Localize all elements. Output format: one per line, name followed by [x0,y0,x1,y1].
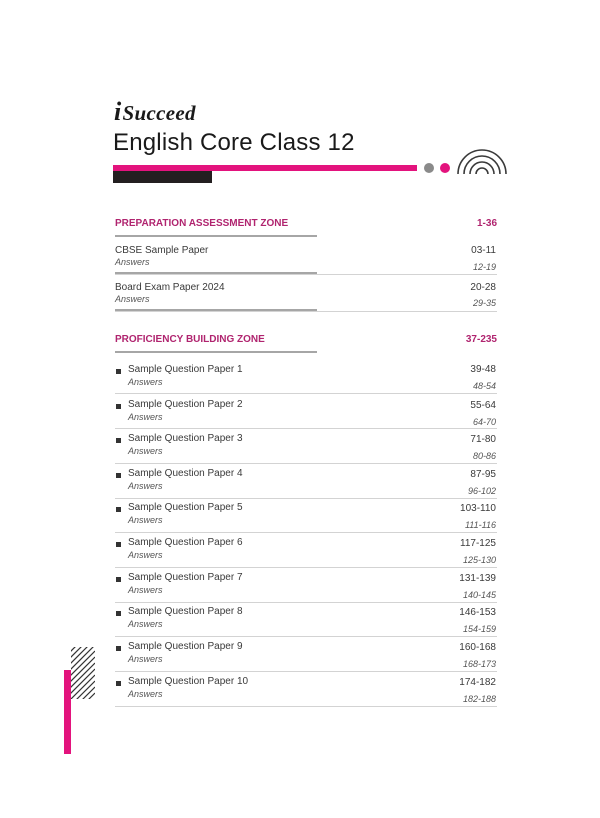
paper-answers-pages: 182-188 [462,694,496,704]
paper-answers-pages: 64-70 [472,417,496,427]
entry-title: CBSE Sample Paper [115,245,209,256]
paper-title: Sample Question Paper 3 [128,433,243,444]
paper-title: Sample Question Paper 2 [128,399,243,410]
paper-answers-pages: 48-54 [472,381,496,391]
paper-answers-pages: 140-145 [462,590,496,600]
paper-answers-label: Answers [128,550,163,560]
row-divider [115,428,497,429]
paper-answers-label: Answers [128,446,163,456]
bullet-icon [116,473,121,478]
paper-answers-pages: 168-173 [462,659,496,669]
entry-answers-label: Answers [115,294,150,304]
paper-answers-pages: 125-130 [462,555,496,565]
paper-answers-label: Answers [128,585,163,595]
zone-divider [115,235,317,237]
zone-divider [115,351,317,353]
pink-side-bar [64,670,71,754]
paper-title: Sample Question Paper 9 [128,641,243,652]
paper-pages: 87-95 [470,469,496,480]
pink-dot-icon [440,163,450,173]
paper-answers-pages: 111-116 [464,520,496,530]
bullet-icon [116,646,121,651]
paper-answers-pages: 80-86 [472,451,496,461]
paper-pages: 174-182 [459,677,496,688]
paper-title: Sample Question Paper 10 [128,676,249,687]
hatch-pattern-icon [71,647,95,699]
bullet-icon [116,438,121,443]
paper-title: Sample Question Paper 7 [128,572,243,583]
paper-title: Sample Question Paper 1 [128,364,243,375]
paper-title: Sample Question Paper 5 [128,502,243,513]
bullet-icon [116,404,121,409]
paper-pages: 103-110 [460,503,496,514]
paper-answers-label: Answers [128,412,163,422]
row-divider [115,636,497,637]
row-divider [115,498,497,499]
concentric-arcs-icon [456,146,508,176]
row-divider [115,706,497,707]
brand-initial: i [114,97,122,126]
paper-answers-label: Answers [128,481,163,491]
entry-divider-thin [115,311,497,312]
paper-pages: 131-139 [459,573,496,584]
bullet-icon [116,611,121,616]
paper-answers-label: Answers [128,515,163,525]
zone-pages: 37-235 [465,334,497,345]
bullet-icon [116,577,121,582]
paper-pages: 117-125 [460,538,496,549]
paper-pages: 146-153 [459,607,496,618]
entry-answers-pages: 29-35 [472,298,496,308]
entry-answers-pages: 12-19 [472,262,496,272]
row-divider [115,532,497,533]
paper-title: Sample Question Paper 8 [128,606,243,617]
paper-pages: 160-168 [459,642,496,653]
brand-logo [114,97,196,127]
paper-answers-label: Answers [128,654,163,664]
paper-title: Sample Question Paper 6 [128,537,243,548]
zone-name: PROFICIENCY BUILDING ZONE [115,334,265,345]
entry-pages: 03-11 [471,245,496,256]
zone-heading-preparation [115,218,497,229]
row-divider [115,463,497,464]
row-divider [115,567,497,568]
row-divider [115,602,497,603]
paper-pages: 39-48 [470,364,496,375]
zone-name: PREPARATION ASSESSMENT ZONE [115,218,289,229]
paper-answers-label: Answers [128,689,163,699]
bullet-icon [116,542,121,547]
bullet-icon [116,369,121,374]
zone-pages: 1-36 [476,218,497,229]
paper-answers-label: Answers [128,619,163,629]
paper-title: Sample Question Paper 4 [128,468,243,479]
entry-divider-thin [115,274,497,275]
paper-pages: 55-64 [470,400,496,411]
bullet-icon [116,681,121,686]
entry-answers-label: Answers [115,257,150,267]
bullet-icon [116,507,121,512]
paper-pages: 71-80 [470,434,496,445]
entry-pages: 20-28 [470,282,496,293]
entry-title: Board Exam Paper 2024 [115,282,225,293]
title-underline-dark [113,171,212,183]
row-divider [115,393,497,394]
gray-dot-icon [424,163,434,173]
zone-heading-proficiency [115,334,497,345]
brand-name: Succeed [122,101,196,125]
paper-answers-pages: 96-102 [467,486,496,496]
paper-answers-pages: 154-159 [462,624,496,634]
row-divider [115,671,497,672]
paper-answers-label: Answers [128,377,163,387]
page-title: English Core Class 12 [113,129,355,156]
